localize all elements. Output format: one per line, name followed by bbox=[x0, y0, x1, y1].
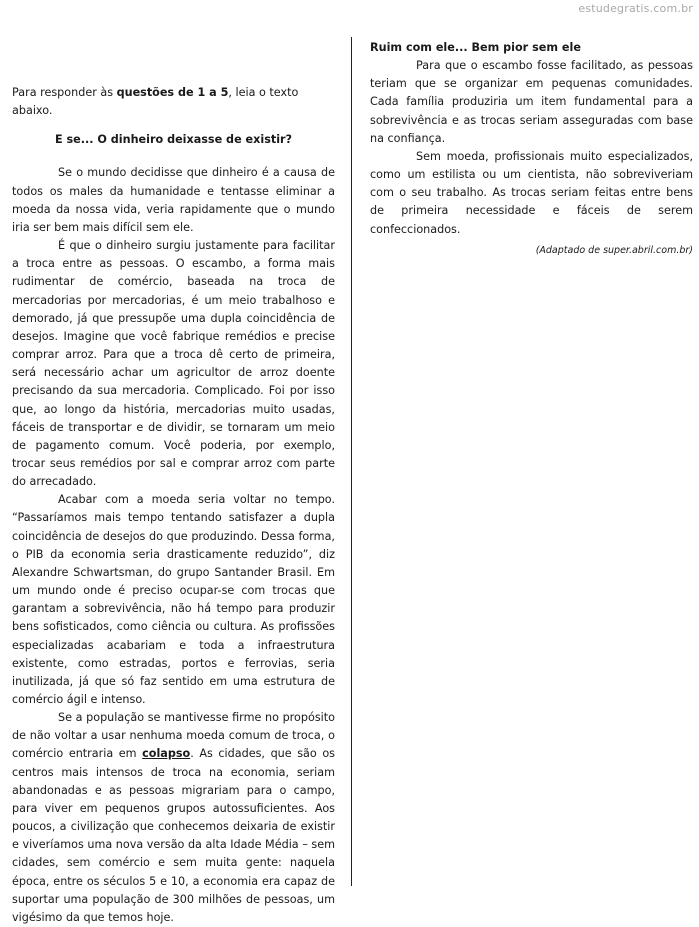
paragraph-5: Para que o escambo fosse facilitado, as pessoas teriam que se organizar em pequenas comunidades. Cada família produziria um item fundamental para a sobrevivência e as trocas seriam asseguradas com base na confiança. bbox=[370, 59, 693, 145]
paragraph-4-end: . As cidades, que são os centros mais intensos de troca na economia, seriam abandonadas e as pessoas migrariam para o campo, para viver em pequenos grupos autossuficientes. Aos poucos, a civilização que conhecemos deixaria de existir e viveríamos uma nova versão da alta Idade Média – sem cidades, sem comércio e sem muita gente: naquela época, entre os séculos 5 e 10, a economia era capaz de suportar uma população de 300 milhões de pessoas, um vigésimo da que temos hoje. bbox=[12, 747, 336, 924]
paragraph-4 bbox=[12, 709, 335, 927]
source-citation: (Adaptado de super.abril.com.br) bbox=[535, 244, 693, 256]
right-column bbox=[370, 39, 693, 269]
paragraph-3: Acabar com a moeda seria voltar no tempo. “Passaríamos mais tempo tentando satisfazer a dupla coincidência de desejos do que produzindo. Dessa forma, o PIB da economia seria drasticamente reduzido”, diz Alexandre Schwartsman, do grupo Santander Brasil. Em um mundo onde é preciso ocupar-se com trocas que garantam a sobrevivência, não há tempo para produzir bens sofisticados, como ciência ou cultura. As profissões especializadas acabariam e toda a infraestrutura existente, como estradas, portos e ferrovias, seria inutilizada, já que só faz sentido em uma estrutura de comércio ágil e intenso. bbox=[12, 493, 335, 706]
site-watermark: estudegratis.com.br bbox=[578, 2, 693, 15]
paragraph-1: Se o mundo decidisse que dinheiro é a causa de todos os males da humanidade e tentasse eliminar a moeda da nossa vida, veria rapidamente que o mundo iria ser bem mais difícil sem ele. bbox=[12, 166, 335, 234]
instructions-prefix: Para responder às bbox=[12, 86, 117, 99]
left-column bbox=[12, 84, 335, 927]
article-title: E se... O dinheiro deixasse de existir? bbox=[54, 133, 293, 147]
paragraph-2: É que o dinheiro surgiu justamente para facilitar a troca entre as pessoas. O escambo, a forma mais rudimentar de comércio, baseada na troca de mercadorias por mercadorias, é um meio trabalhoso e demorado, já que pressupõe uma dupla coincidência de desejos. Imagine que você fabrique remédios e precise comprar arroz. Para que a troca dê certo de primeira, será necessário achar um agricultor de arroz doente precisando da sua mercadoria. Complicado. Foi por isso que, ao longo da história, mercadorias muito usadas, fáceis de transportar e de dividir, se tornaram um meio de pagamento comum. Você poderia, por exemplo, trocar seus remédios por sal e comprar arroz com parte do arrecadado. bbox=[12, 239, 335, 489]
paragraph-4-start: Se a população se mantivesse firme no propósito de não voltar a usar nenhuma moeda comum de troca, o comércio entraria em bbox=[12, 711, 335, 761]
paragraph-6: Sem moeda, profissionais muito especializados, como um estilista ou um cientista, não sobreviveriam com o seu trabalho. As trocas seriam feitas entre bens de primeira necessidade e fáceis de serem confeccionados. bbox=[370, 149, 693, 236]
instructions-questions: questões de 1 a 5 bbox=[116, 86, 229, 99]
instructions bbox=[12, 84, 335, 120]
column-divider bbox=[351, 37, 352, 886]
instructions-suffix: , leia o texto abaixo. bbox=[12, 86, 299, 118]
underlined-word-colapso: colapso bbox=[142, 747, 191, 761]
section-subtitle: Ruim com ele... Bem pior sem ele bbox=[370, 41, 581, 54]
